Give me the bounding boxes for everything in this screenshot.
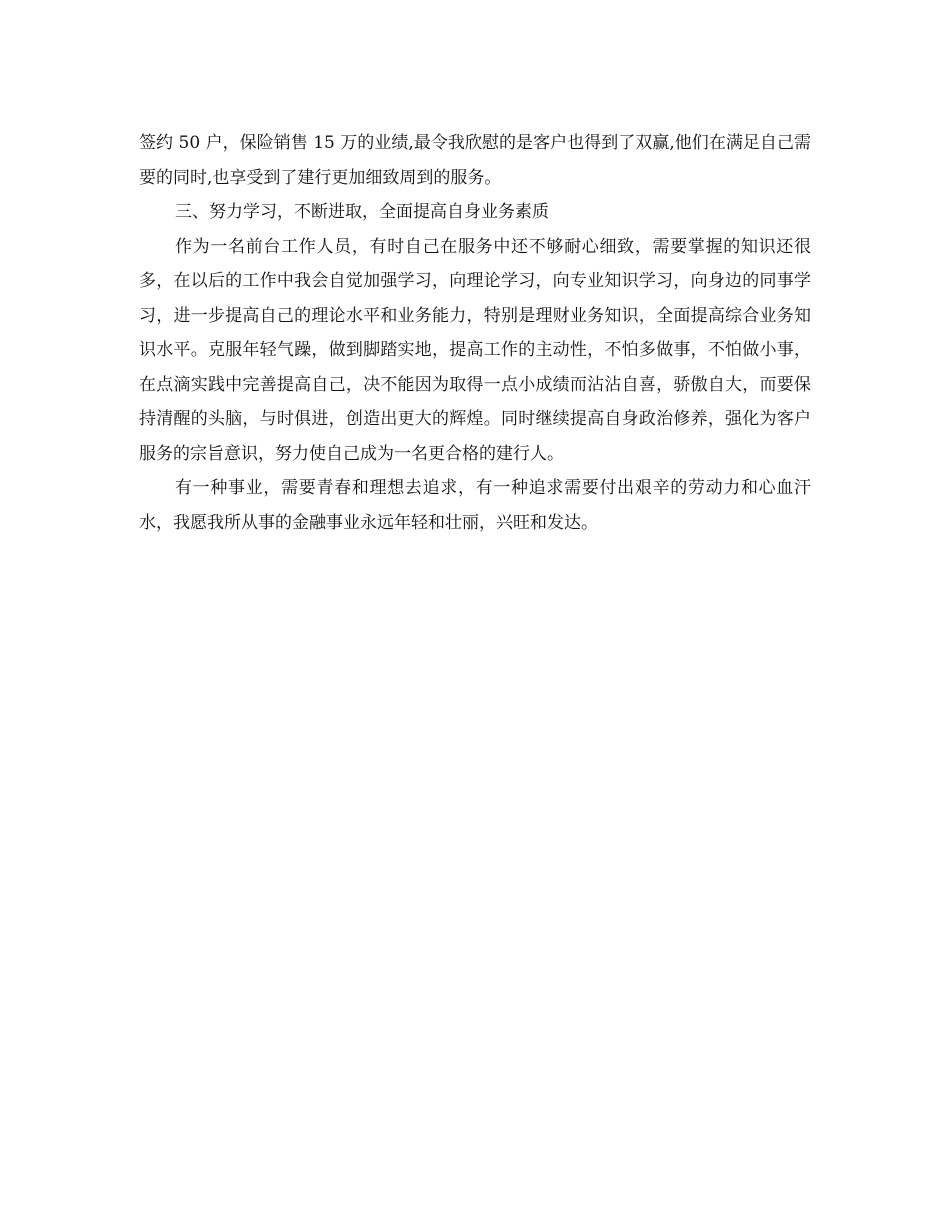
document-body bbox=[139, 126, 811, 540]
paragraph-closing: 有一种事业，需要青春和理想去追求，有一种追求需要付出艰辛的劳动力和心血汗水，我愿我所从事的金融事业永远年轻和壮丽，兴旺和发达。 bbox=[139, 478, 811, 533]
section-heading: 三、努力学习，不断进取，全面提高自身业务素质 bbox=[175, 202, 549, 222]
paragraph-study: 作为一名前台工作人员，有时自己在服务中还不够耐心细致，需要掌握的知识还很多，在以后的工作中我会自觉加强学习，向理论学习，向专业知识学习，向身边的同事学习，进一步提高自己的理论水平和业务能力，特别是理财业务知识，全面提高综合业务知识水平。克服年轻气躁，做到脚踏实地，提高工作的主动性，不怕多做事，不怕做小事，在点滴实践中完善提高自己，决不能因为取得一点小成绩而沾沾自喜，骄傲自大，而要保持清醒的头脑，与时俱进，创造出更大的辉煌。同时继续提高自身政治修养，强化为客户服务的宗旨意识，努力使自己成为一名更合格的建行人。 bbox=[139, 236, 811, 464]
paragraph-continuation: 签约 50 户，保险销售 15 万的业绩,最令我欣慰的是客户也得到了双赢,他们在满足自己需要的同时,也享受到了建行更加细致周到的服务。 bbox=[139, 133, 811, 188]
